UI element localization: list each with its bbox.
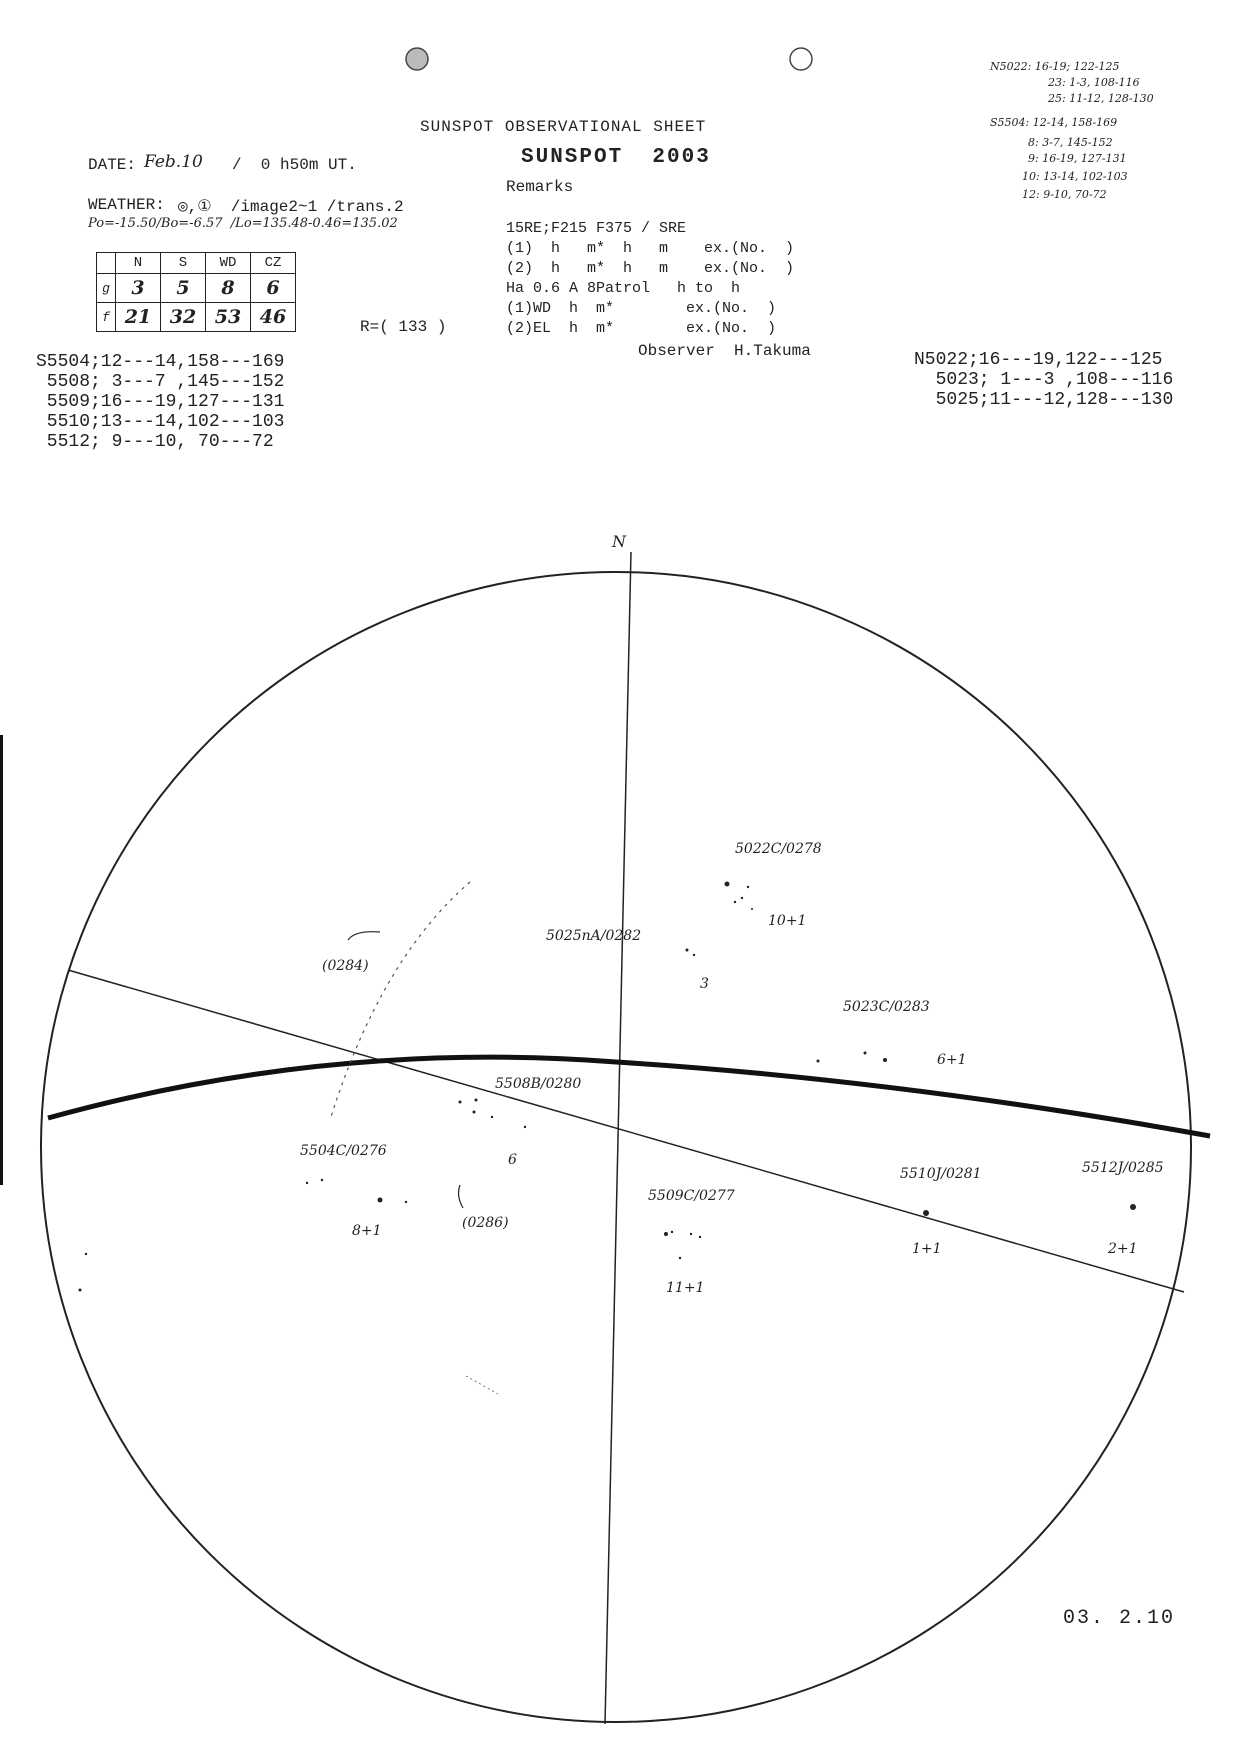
sunspot-dot bbox=[864, 1052, 867, 1055]
sunspot-dot bbox=[817, 1060, 820, 1063]
remarks-line: 15RE;F215 F375 / SRE bbox=[506, 220, 687, 237]
table-cell: 21 bbox=[116, 303, 161, 332]
row-label: f bbox=[97, 303, 116, 332]
handwritten-note: 12: 9-10, 70-72 bbox=[1022, 188, 1107, 201]
column-header: CZ bbox=[251, 253, 296, 274]
weather-label: WEATHER: bbox=[88, 196, 165, 214]
sunspot-dot bbox=[1130, 1204, 1136, 1210]
region-label: 5022C/0278 bbox=[735, 841, 822, 857]
region-label: 5510J/0281 bbox=[900, 1166, 982, 1182]
handwritten-note: S5504: 12-14, 158-169 bbox=[990, 116, 1118, 129]
sunspot-dot bbox=[79, 1289, 82, 1292]
sunspot-dot bbox=[85, 1253, 87, 1255]
remarks-line: Ha 0.6 A 8Patrol h to h bbox=[506, 280, 741, 297]
sunspot-dot bbox=[699, 1236, 701, 1238]
dotted-limb-arc bbox=[330, 882, 470, 1120]
table-cell: 46 bbox=[251, 303, 296, 332]
sunspot-dot bbox=[725, 882, 730, 887]
handwritten-note: 23: 1-3, 108-116 bbox=[1048, 76, 1140, 89]
sunspot-dot bbox=[923, 1210, 929, 1216]
pointer-mark bbox=[459, 1185, 463, 1208]
south-group: 5512; 9---10, 70---72 bbox=[36, 432, 274, 452]
north-group: 5025;11---12,128---130 bbox=[914, 390, 1174, 410]
north-label: N bbox=[612, 532, 626, 551]
faint-mark bbox=[466, 1376, 498, 1394]
central-meridian-line bbox=[605, 552, 631, 1724]
column-header: S bbox=[161, 253, 206, 274]
sunspot-dot bbox=[679, 1257, 681, 1259]
region-label: 5512J/0285 bbox=[1082, 1160, 1164, 1176]
south-group: 5508; 3---7 ,145---152 bbox=[36, 372, 285, 392]
solar-equator-arc bbox=[48, 1057, 1210, 1136]
date-stamp: 03. 2.10 bbox=[1063, 1607, 1176, 1630]
handwritten-note: 10: 13-14, 102-103 bbox=[1022, 170, 1128, 183]
remarks-line: (1) h m* h m ex.(No. ) bbox=[506, 240, 795, 257]
observer: Observer H.Takuma bbox=[638, 342, 811, 360]
punch-hole-icon bbox=[790, 48, 812, 70]
sunspot-dot bbox=[686, 949, 689, 952]
sunspot-dot bbox=[664, 1232, 668, 1236]
region-count: 2+1 bbox=[1108, 1241, 1138, 1257]
sunspot-dot bbox=[524, 1126, 526, 1128]
region-label: 5023C/0283 bbox=[843, 999, 930, 1015]
punch-hole-icon bbox=[406, 48, 428, 70]
region-label: (0286) bbox=[462, 1215, 509, 1231]
region-label: 5508B/0280 bbox=[495, 1076, 582, 1092]
sunspot-dot bbox=[378, 1198, 383, 1203]
region-count: 11+1 bbox=[666, 1280, 705, 1296]
south-group: 5510;13---14,102---103 bbox=[36, 412, 285, 432]
r-value: R=( 133 ) bbox=[360, 318, 447, 336]
handwritten-note: N5022: 16-19; 122-125 bbox=[990, 60, 1120, 73]
sunspot-dot bbox=[405, 1201, 407, 1203]
sunspot-dot bbox=[671, 1231, 673, 1233]
date-value: Feb.10 bbox=[144, 152, 203, 172]
handwritten-note: 8: 3-7, 145-152 bbox=[1028, 136, 1113, 149]
column-header: WD bbox=[206, 253, 251, 274]
region-count: 10+1 bbox=[768, 913, 807, 929]
sunspot-dot bbox=[473, 1111, 476, 1114]
page-edge bbox=[0, 735, 3, 1185]
sunspot-dot bbox=[690, 1233, 692, 1235]
handwritten-note: 25: 11-12, 128-130 bbox=[1048, 92, 1154, 105]
remarks-line: (1)WD h m* ex.(No. ) bbox=[506, 300, 777, 317]
table-cell: 53 bbox=[206, 303, 251, 332]
pointer-mark bbox=[348, 932, 380, 940]
region-count: 6 bbox=[508, 1152, 517, 1168]
table-cell: 6 bbox=[251, 274, 296, 303]
region-label: 5509C/0277 bbox=[648, 1188, 735, 1204]
solar-disk-outline bbox=[41, 572, 1191, 1722]
table-cell: 5 bbox=[161, 274, 206, 303]
remarks-line: (2) h m* h m ex.(No. ) bbox=[506, 260, 795, 277]
region-label: 5025nA/0282 bbox=[546, 928, 642, 944]
region-count: 3 bbox=[700, 976, 709, 992]
handwritten-note: 9: 16-19, 127-131 bbox=[1028, 152, 1127, 165]
remarks-line: (2)EL h m* ex.(No. ) bbox=[506, 320, 777, 337]
weather-value: ◎,① /image2~1 /trans.2 bbox=[178, 198, 404, 216]
north-group: 5023; 1---3 ,108---116 bbox=[914, 370, 1174, 390]
sunspot-dot bbox=[751, 908, 753, 910]
table-cell: 3 bbox=[116, 274, 161, 303]
sunspot-dot bbox=[741, 897, 743, 899]
sunspot-dot bbox=[475, 1099, 478, 1102]
region-count: 1+1 bbox=[912, 1241, 942, 1257]
date-label: DATE: bbox=[88, 156, 137, 174]
orientation-line: Po=-15.50/Bo=-6.57 /Lo=135.48-0.46=135.02 bbox=[88, 216, 398, 231]
region-count: 6+1 bbox=[937, 1052, 967, 1068]
south-group: S5504;12---14,158---169 bbox=[36, 352, 285, 372]
time-value: / 0 h50m UT. bbox=[232, 156, 357, 174]
sheet-title: SUNSPOT OBSERVATIONAL SHEET bbox=[420, 118, 707, 136]
row-label: g bbox=[97, 274, 116, 303]
sunspot-dot bbox=[321, 1179, 323, 1181]
region-label: 5504C/0276 bbox=[300, 1143, 387, 1159]
sunspot-title: SUNSPOT 2003 bbox=[521, 146, 711, 169]
sunspot-dot bbox=[693, 954, 695, 956]
sunspot-dot bbox=[747, 886, 749, 888]
column-header: N bbox=[116, 253, 161, 274]
south-group: 5509;16---19,127---131 bbox=[36, 392, 285, 412]
region-count: 8+1 bbox=[352, 1223, 382, 1239]
sunspot-dot bbox=[459, 1101, 462, 1104]
table-cell: 32 bbox=[161, 303, 206, 332]
sunspot-dot bbox=[491, 1116, 493, 1118]
remarks-label: Remarks bbox=[506, 178, 574, 196]
table-cell: 8 bbox=[206, 274, 251, 303]
region-label: (0284) bbox=[322, 958, 369, 974]
axis-line bbox=[68, 970, 1184, 1292]
north-group: N5022;16---19,122---125 bbox=[914, 350, 1163, 370]
sunspot-dot bbox=[883, 1058, 887, 1062]
sunspot-dot bbox=[734, 901, 736, 903]
sunspot-dot bbox=[306, 1182, 308, 1184]
